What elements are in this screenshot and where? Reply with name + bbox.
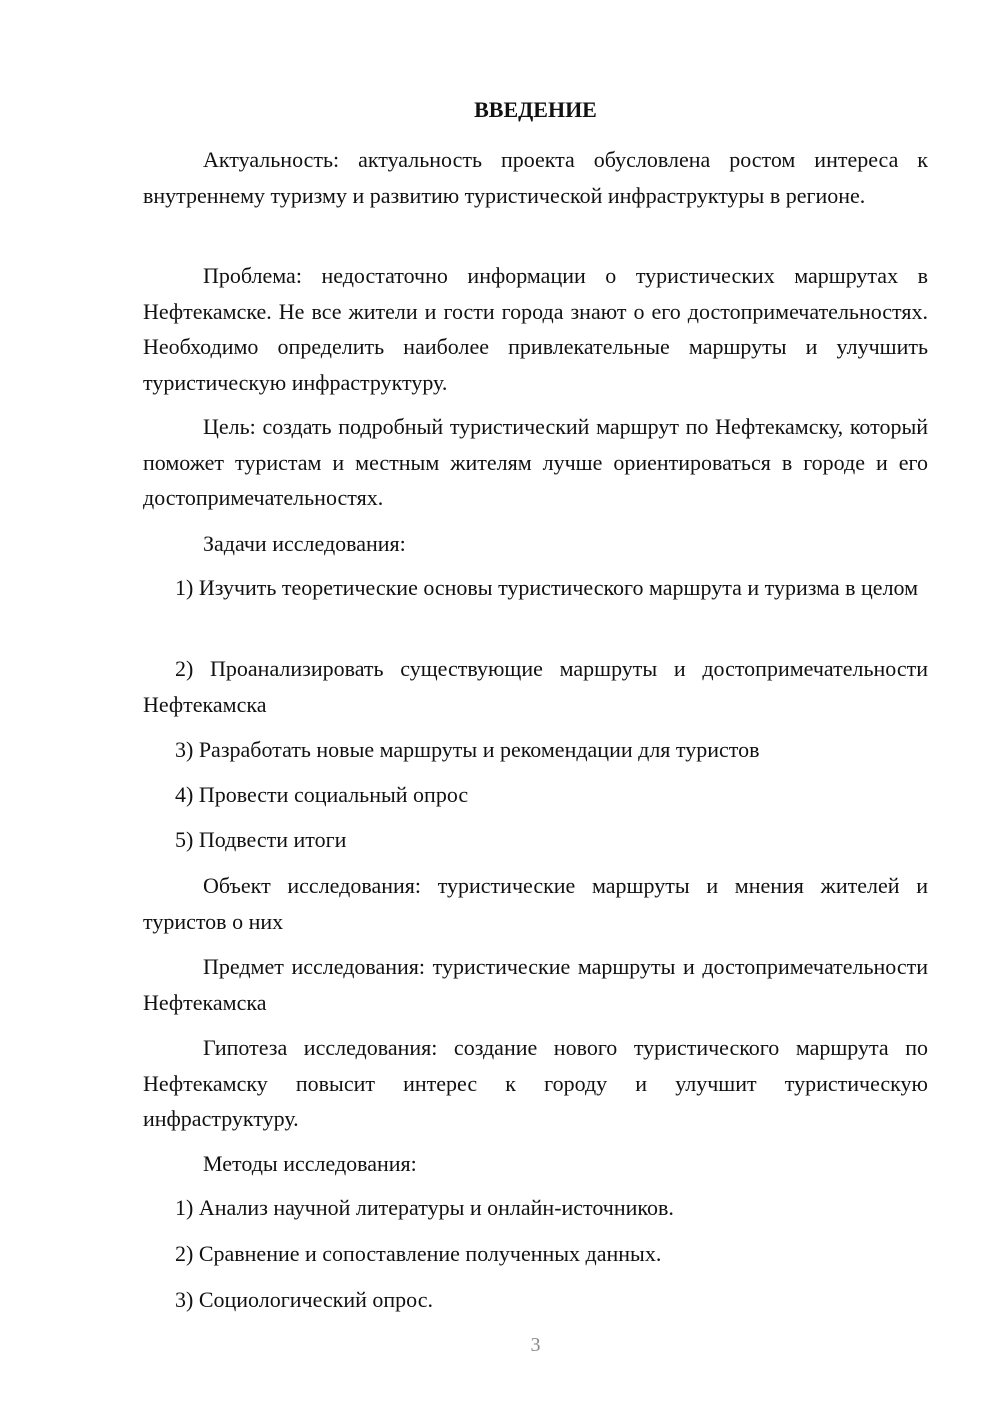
methods-heading: Методы исследования: bbox=[203, 1151, 417, 1176]
subject-paragraph: Предмет исследования: туристические маршруты и достопримечательности Нефтекамска bbox=[143, 954, 928, 1015]
page-number: 3 bbox=[530, 1334, 541, 1356]
task-item-4: 4) Провести социальный опрос bbox=[175, 782, 469, 807]
document-page bbox=[143, 0, 928, 1414]
task-item-2: 2) Проанализировать существующие маршруты и достопримечательности Нефтекамска bbox=[143, 656, 928, 717]
method-item-3: 3) Социологический опрос. bbox=[175, 1287, 433, 1312]
relevance-paragraph: Актуальность: актуальность проекта обусловлена ростом интереса к внутреннему туризму и развитию туристической инфраструктуры в регионе. bbox=[143, 147, 928, 208]
hypothesis-paragraph: Гипотеза исследования: создание нового туристического маршрута по Нефтекамску повысит интерес к городу и улучшит туристическую инфраструктуру. bbox=[143, 1035, 928, 1131]
page-title: ВВЕДЕНИЕ bbox=[474, 97, 597, 122]
method-item-2: 2) Сравнение и сопоставление полученных данных. bbox=[175, 1241, 662, 1266]
object-paragraph: Объект исследования: туристические маршруты и мнения жителей и туристов о них bbox=[143, 873, 928, 934]
task-item-3: 3) Разработать новые маршруты и рекомендации для туристов bbox=[175, 737, 760, 762]
task-item-1: 1) Изучить теоретические основы туристического маршрута и туризма в целом bbox=[175, 575, 919, 600]
method-item-1: 1) Анализ научной литературы и онлайн-источников. bbox=[175, 1195, 674, 1220]
goal-paragraph: Цель: создать подробный туристический маршрут по Нефтекамску, который поможет туристам и местным жителям лучше ориентироваться в городе и его достопримечательностях. bbox=[143, 414, 928, 510]
problem-paragraph: Проблема: недостаточно информации о туристических маршрутах в Нефтекамске. Не все жители и гости города знают о его достопримечательностях. Необходимо определить наиболее привлекательные маршруты и улучшить туристическую инфраструктуру. bbox=[143, 263, 928, 395]
tasks-heading: Задачи исследования: bbox=[203, 531, 406, 556]
task-item-5: 5) Подвести итоги bbox=[175, 827, 347, 852]
